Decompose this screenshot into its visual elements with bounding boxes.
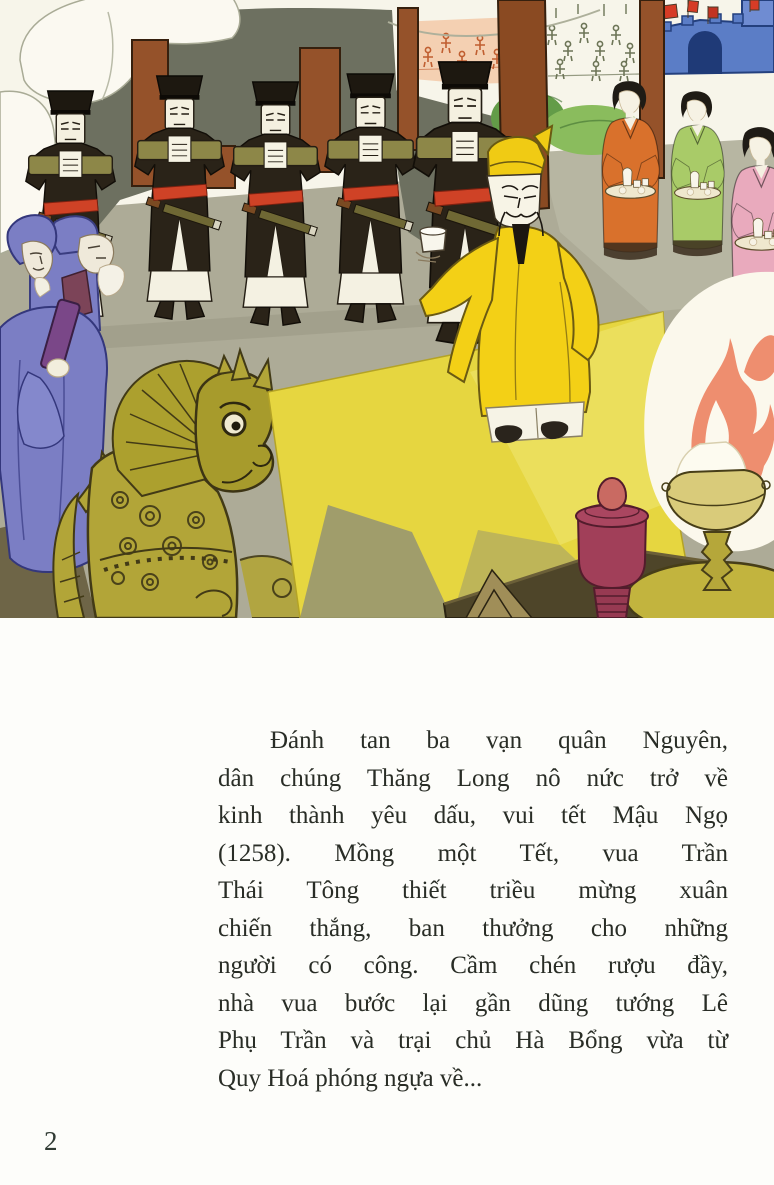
story-text-line: chiến thắng, ban thưởng cho những bbox=[218, 914, 728, 942]
page-number: 2 bbox=[44, 1126, 58, 1156]
story-text-line: Phụ Trần và trại chủ Hà Bổng vừa từ bbox=[218, 1027, 728, 1054]
story-paragraph bbox=[218, 722, 728, 1097]
king-face bbox=[487, 174, 541, 227]
story-text-line: Đánh tan ba vạn quân Nguyên, bbox=[270, 727, 728, 754]
story-text-line: Quy Hoá phóng ngựa về... bbox=[218, 1064, 483, 1092]
citadel-gate-arch bbox=[688, 31, 722, 74]
king-cap bbox=[488, 137, 545, 178]
story-text-line: người có công. Cầm chén rượu đầy, bbox=[218, 952, 728, 979]
story-text-line: kinh thành yêu dấu, vui tết Mậu Ngọ bbox=[218, 802, 728, 829]
story-text-line: Thái Tông thiết triều mừng xuân bbox=[218, 877, 728, 904]
story-text-line: (1258). Mồng một Tết, vua Trần bbox=[218, 839, 728, 867]
story-text-line: nhà vua bước lại gần dũng tướng Lê bbox=[218, 989, 728, 1017]
story-text-line: dân chúng Thăng Long nô nức trở về bbox=[218, 764, 728, 792]
